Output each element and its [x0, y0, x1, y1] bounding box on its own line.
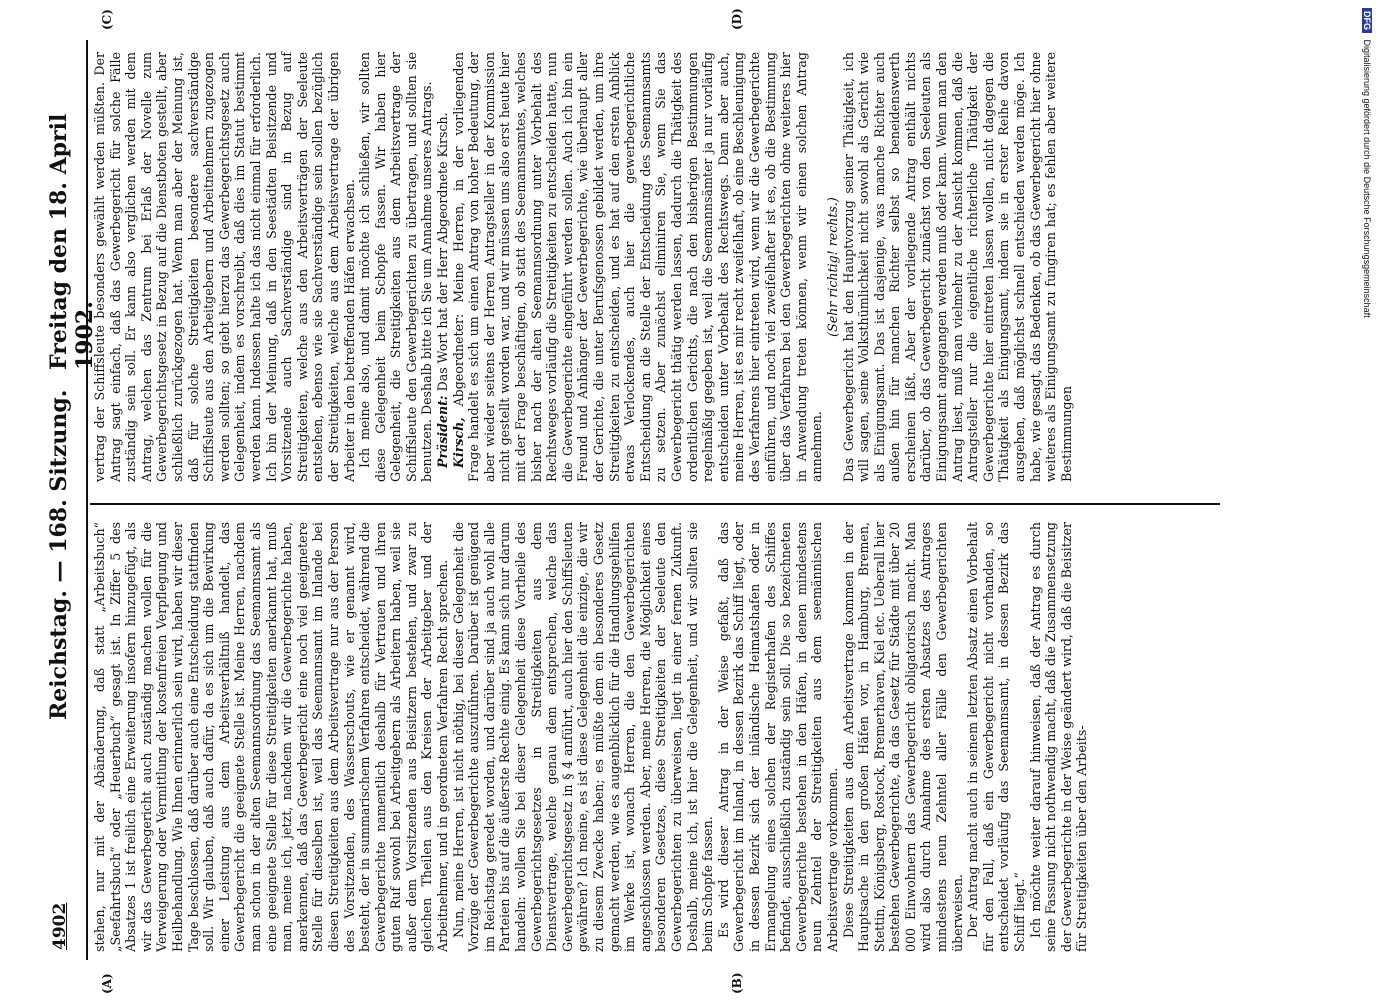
paragraph: Ich meine also, und damit möchte ich schließen, wir sollten diese Gelegenheit beim Schopfe fassen. Wir haben hier Gelegenheit, die Streitigkeiten aus dem Arbeitsvertrage der Schiffsleute den Gewerbegerichten zu übertragen, und sollten sie benutzen. Deshalb bitte ich Sie um Annahme unseres Antrags. — [357, 52, 435, 482]
paragraph: (Sehr richtig! rechts.) — [824, 197, 840, 337]
paragraph — [435, 52, 451, 482]
digitization-credit — [1362, 8, 1372, 318]
session-date: Freitag den 18. April 1902. — [46, 113, 98, 370]
speech-text: Das Wort hat der Herr Abgeordnete Kirsch. — [435, 112, 451, 396]
left-column — [92, 522, 1090, 952]
paragraph: vertrag der Schiffsleute besonders gewählt werden müßten. Der Antrag sagt einfach, daß das Gewerbegericht für solche Fälle zuständig sein soll. Er kann also verglichen werden mit dem Antrag, welchen das Zentrum bei Erlaß der Novelle zum Gewerbegerichtsgesetz in Bezug auf die Dienstboten gestellt, aber schließlich zurückgezogen hat. Wenn man aber der Meinung ist, daß für solche Streitigkeiten besondere sachverständige Schiffsleute aus den Arbeitgebern und Arbeitnehmern zugezogen werden sollten; so giebt hierzu das Gewerbegerichtsgesetz auch Gelegenheit, indem es vorschreibt, daß dies im Statut bestimmt werden kann. Indessen halte ich das nicht einmal für erforderlich. Ich bin der Meinung, daß in den Seestädten Beisitzende und Vorsitzende auch Sachverständige sind in Bezug auf Streitigkeiten, welche aus den Arbeitsverträgen der Seeleute entstehen, ebenso wie sie Sachverständige sein sollen bezüglich der Streitigkeiten, welche aus dem Arbeitsvertrage der übrigen Arbeiter in den betreffenden Häfen erwachsen. — [92, 52, 357, 482]
paragraph: stehen, nur mit der Abänderung, daß statt „Arbeitsbuch“ „Seefahrtsbuch“ oder „Heuerbuch“ gesagt ist. In Ziffer 5 des Absatzes 1 ist freilich eine Erweiterung insofern hinzugefügt, als wir das Gewerbegericht auch zuständig machen wollen für die Verweigerung oder Vermittlung der kostenfreien Verpflegung und Heilbehandlung. Wie Ihnen erinnerlich sein wird, haben wir dieser Tage beschlossen, daß darüber auch eine Entscheidung stattfinden soll. Wir glauben, daß auch dafür, da es sich um die Bewirkung einer Leistung aus dem Arbeitsverhältniß handelt, das Gewerbegericht die geeignete Stelle ist. Meine Herren, nachdem man schon in der alten Seemannsordnung das Seemannsamt als eine geeignete Stelle für diese Streitigkeiten anerkannt hat, muß man, meine ich, jetzt, nachdem wir die Gewerbegerichte haben, anerkennen, daß das Gewerbegericht eine noch viel geeignetere Stelle für dieselben ist, weil das Seemannsamt im Inlande bei diesen Streitigkeiten aus dem Arbeitsvertrage nur aus der Person des Vorsitzenden, des Wasserschouts, wie er genannt wird, besteht, der in summarischem Verfahren entscheidet, während die Gewerbegerichte namentlich deshalb für Vertrauen und ihren guten Ruf sowohl bei Arbeitgebern als Arbeitern haben, weil sie außer dem Vorsitzenden aus Beisitzern bestehen, und zwar zu gleichen Theilen aus den Kreisen der Arbeitgeber und der Arbeitnehmer, und in geordnetem Verfahren Recht sprechen. — [92, 522, 451, 952]
dfg-logo: DFG — [1362, 8, 1372, 33]
paragraph: Diese Streitigkeiten aus dem Arbeitsvertrage kommen in der Hauptsache in den großen Häfen vor, in Hamburg, Bremen, Stettin, Königsberg, Rostock, Bremerhaven, Kiel etc. Ueberall hier bestehen Gewerbegerichte, da das Gesetz für Städte mit über 20 000 Einwohnern das Gewerbegericht obligatorisch macht. Man wird also durch Annahme des ersten Absatzes des Antrages mindestens neun Zehntel aller Fälle den Gewerbegerichten überweisen. — [840, 522, 965, 952]
page-header — [40, 40, 98, 960]
page-number: 4902 — [50, 902, 70, 950]
paragraph: Das Gewerbegericht hat den Hauptvorzug seiner Thätigkeit, ich will sagen, seine Volksthümlichkeit nicht sowohl als Gericht wie als Einigungsamt. Das ist dasjenige, was manche Richter auch außen hin für manchen Richter selbst so beneidenswerth erscheinen läßt. Aber der vorliegende Antrag enthält nichts darüber, ob das Gewerbegericht zunächst von den Seeleuten als Einigungsamt angegangen werden muß oder kann. Wenn man den Antrag liest, muß man vielmehr zu der Ansicht kommen, daß die Antragsteller nur die eigentliche richterliche Thätigkeit der Gewerbegerichte hier eintreten lassen wollen, nicht dagegen die Thätigkeit als Einigungsamt, indem sie in erster Reihe davon ausgehen, daß möglichst schnell entschieden werden möge. Ich habe, wie gesagt, das Bedenken, ob das Gewerbegericht hier ohne weiteres als Einigungsamt zu fungiren hat; es fehlen aber weitere Bestimmungen — [840, 52, 1074, 482]
header-rule — [86, 40, 88, 960]
session-title: Reichstag. — 168. Sitzung. — [46, 389, 72, 720]
margin-mark-b: (B) — [730, 972, 744, 994]
speech-text: Abgeordneter: Meine Herren, in der vorliegenden Frage handelt es sich um einen Antrag von hoher Bedeutung, der aber wieder seitens der Herren Antragsteller in der Kommission nicht gestellt worden war, und wir müssen uns also erst heute hier mit der Frage beschäftigen, ob statt des Seemannsamtes, welches bisher nach der alten Seemannsordnung unter Vorbehalt des Rechtsweges vorläufig die Streitigkeiten zu entscheiden hatte, nun die Gewerbegerichte eingeführt werden sollen. Auch ich bin ein Freund und Anhänger der Gewerbegerichte, wie überhaupt aller der Gerichte, die unter Berufsgenossen gebildet werden, um ihre Streitigkeiten zu entscheiden, und es hat auf den ersten Anblick etwas Verlockendes, auch hier die gewerbegerichtliche Entscheidung an die Stelle der Entscheidung des Seemannsamts zu setzen. Aber zunächst eliminiren Sie, wenn Sie das Gewerbegericht thätig werden lassen, dadurch die Thätigkeit des ordentlichen Gerichts, die nach den bisherigen Bestimmungen regelmäßig gegeben ist, weil die Seemannsämter ja nur vorläufig entscheiden unter Vorbehalt des Rechtswegs. Dann aber auch, meine Herren, ist es mir recht zweifelhaft, ob eine Beschleunigung des Verfahrens hier eintreten wird, wenn wir die Gewerbegerichte einführen, und noch viel zweifelhafter ist es, ob die Bestimmung über das Verfahren bei den Gewerbegerichten ohne weiteres hier in Anwendung treten können, wenn wir einen solchen Antrag annehmen. — [450, 52, 825, 482]
paragraph: Ich möchte weiter darauf hinweisen, daß der Antrag es durch seine Fassung nicht nothwendig macht, daß die Zusammensetzung der Gewerbegerichte in der Weise geändert wird, daß die Beisitzer für Streitigkeiten über den Arbeits- — [1027, 522, 1090, 952]
column-divider — [90, 503, 1220, 505]
paragraph: Der Antrag macht auch in seinem letzten Absatz einen Vorbehalt für den Fall, daß ein Gewerbegericht nicht vorhanden, so entscheidet vorläufig das Seemannsamt, in dessen Bezirk das Schiff liegt.“ — [965, 522, 1028, 952]
margin-mark-c: (C) — [100, 9, 114, 30]
margin-mark-a: (A) — [100, 973, 114, 994]
right-column — [92, 52, 1074, 482]
credit-text: Digitalisierung gefördert durch die Deutsche Forschungsgemeinschaft — [1362, 39, 1372, 318]
paragraph: Es wird dieser Antrag in der Weise gefaßt, daß das Gewerbegericht im Inland, in dessen Bezirk das Schiff liegt, oder in dessen Bezirk sich der inländische Heimatshafen oder in Ermangelung eines solchen der Registerhafen des Schiffes befindet, ausschließlich zuständig sein soll. Die so bezeichneten Gewerbegerichte bestehen in den Häfen, in denen mindestens neun Zehntel der Streitigkeiten aus dem seemännischen Arbeitsvertrage vorkommen. — [715, 522, 840, 952]
rotated-page — [40, 8, 1290, 994]
paragraph: Nun, meine Herren, ist nicht nöthig, bei dieser Gelegenheit die Vorzüge der Gewerbegerichte auszuführen. Darüber ist genügend im Reichstag geredet worden, und darüber sind ja auch wohl alle Parteien bis auf die äußerste Rechte einig. Es kann sich nur darum handeln: wollen Sie bei dieser Gelegenheit diese Vortheile des Gewerbegerichtsgesetzes in Streitigkeiten aus dem Dienstvertrage, welche genau dem entsprechen, welche das Gewerbegerichtsgesetz in § 4 anführt, auch hier den Schiffsleuten gewähren? Ich meine, es ist diese Gelegenheit die einzige, die wir zu diesem Zwecke haben; es müßte dem ein besonderes Gesetz gemacht werden, wie es augenblicklich für die Handlungsgehilfen im Werke ist, wonach Herren, die den Gewerbegerichten angeschlossen werden. Aber, meine Herren, die Möglichkeit eines besonderen Gesetzes, diese Streitigkeiten der Seeleute den Gewerbegerichten zu überweisen, liegt in einer fernen Zukunft. Deshalb, meine ich, ist hier die Gelegenheit, und wir sollten sie beim Schopfe fassen. — [450, 522, 716, 952]
margin-mark-d: (D) — [730, 8, 744, 30]
speaker-name: Präsident: — [435, 395, 451, 468]
paragraph — [451, 52, 825, 482]
speaker-name: Kirsch, — [450, 417, 466, 468]
